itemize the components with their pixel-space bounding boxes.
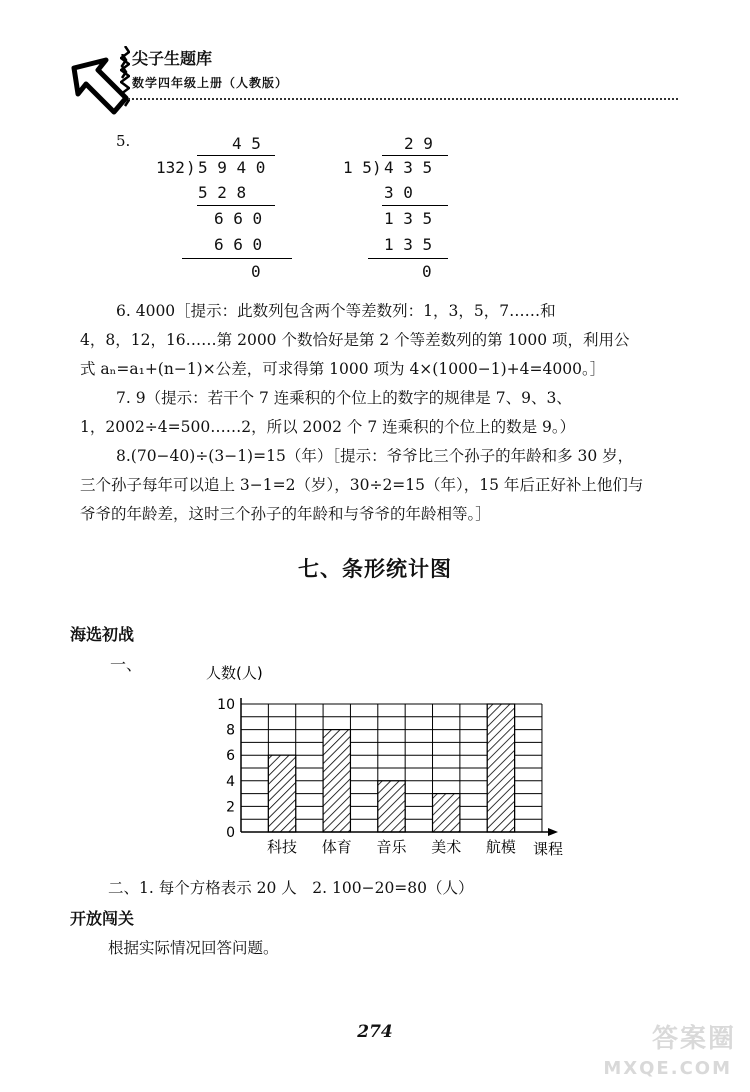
divisor: 132 [156,158,185,177]
y-tick-label: 10 [217,697,235,713]
y-tick-label: 6 [226,748,235,765]
x-tick-label: 音乐 [376,838,407,856]
answer-7-line2: 1，2002÷4=500……2，所以 2002 个 7 连乘积的个位上的数是 9。） [80,418,576,436]
y-tick-label: 8 [226,722,235,739]
watermark-logo: 答案圈 [651,1024,736,1054]
step-product: 6 6 0 [214,235,263,254]
y-tick-label: 4 [226,773,235,790]
part-2-answer: 二、1. 每个方格表示 20 人 2. 100−20=80（人） [108,879,474,897]
y-tick-label: 0 [226,825,235,841]
watermark-url: MXQE.COM [603,1058,732,1079]
open-answer: 根据实际情况回答问题。 [108,939,279,957]
division-bracket: ) [372,158,382,177]
y-tick-label: 2 [226,799,235,816]
division-bracket: ) [186,158,196,177]
question-5-number: 5. [116,132,131,150]
heading-haixuan: 海选初战 [70,625,135,644]
step-product: 5 2 8 [198,183,247,202]
divisor: 1 5 [343,158,372,177]
x-axis-title: 课程 [533,840,564,858]
answer-6-line2: 4，8，12，16……第 2000 个数恰好是第 2 个等差数列的第 1000 项，利用公 [80,331,630,349]
section-title: 七、条形统计图 [298,557,452,581]
bar-音乐 [378,781,405,832]
step-product: 1 3 5 [384,235,433,254]
bar-体育 [323,730,350,832]
page-number: 274 [357,1022,393,1042]
book-title: 尖子生题库 [132,49,213,68]
bar-美术 [433,794,460,832]
y-axis-title: 人数(人) [206,664,263,682]
dividend: 5 9 4 0 [198,158,266,177]
x-tick-label: 美术 [431,838,462,856]
bar-航模 [487,704,514,832]
heading-kaifang: 开放闯关 [70,909,135,928]
bar-科技 [268,755,295,832]
dividend: 4 3 5 [384,158,433,177]
step-product: 3 0 [384,183,413,202]
x-tick-label: 体育 [321,838,352,856]
final-remainder: 0 [251,262,261,281]
answer-7-line1: 7. 9（提示：若干个 7 连乘积的个位上的数字的规律是 7、9、3、 [116,389,572,407]
x-tick-label: 航模 [485,838,516,856]
book-subtitle: 数学四年级上册（人教版） [132,76,289,90]
x-axis-arrow [548,828,558,836]
x-tick-label: 科技 [267,838,298,856]
quotient: 2 9 [404,134,433,153]
part-1-label: 一、 [110,655,143,674]
answer-6-line3: 式 aₙ=a₁+(n−1)×公差，可求得第 1000 项为 4×(1000−1)+4=4000。］ [80,360,606,378]
answer-8-line2: 三个孙子每年可以追上 3−1=2（岁），30÷2=15（年），15 年后正好补上他们与 [80,476,644,494]
quotient: 4 5 [232,134,261,153]
answer-6-line1: 6. 4000［提示：此数列包含两个等差数列：1，3，5，7……和 [116,302,556,320]
final-remainder: 0 [422,262,432,281]
step-remainder: 1 3 5 [384,209,433,228]
step-remainder: 6 6 0 [214,209,263,228]
answer-8-line3: 爷爷的年龄差，这时三个孙子的年龄和与爷爷的年龄相等。］ [80,505,491,523]
answer-8-line1: 8.(70−40)÷(3−1)=15（年）［提示：爷爷比三个孙子的年龄和多 30 岁， [116,447,634,465]
